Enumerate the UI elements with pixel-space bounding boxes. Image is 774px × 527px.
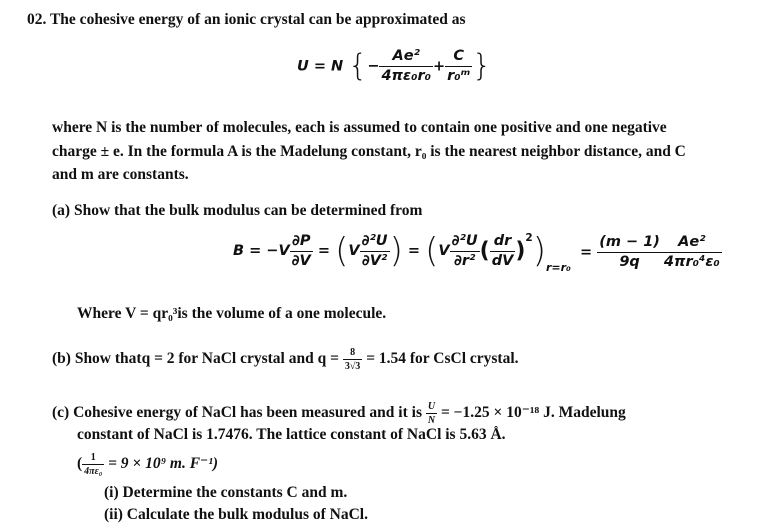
para-line-3: and m are constants.: [52, 166, 189, 183]
sub-question-ii: (ii) Calculate the bulk modulus of NaCl.: [104, 506, 368, 523]
part-b-post: = 1.54 for CsCl crystal.: [366, 350, 519, 368]
b-dv2: ∂V²: [361, 252, 388, 269]
sub-question-i: (i) Determine the constants C and m.: [104, 484, 348, 501]
b-dp: ∂P: [291, 232, 311, 249]
permittivity-constant: [77, 452, 218, 477]
b-rhs-den2: 4πr₀⁴ε₀: [663, 254, 720, 270]
eq-term1-num: Ae²: [392, 48, 420, 64]
part-c-line: [52, 401, 626, 426]
bulk-modulus-rhs: [580, 234, 722, 271]
para-line-2: charge ± e. In the formula A is the Madelung constant, r₀ is the nearest neighbor distance, and C: [52, 143, 686, 160]
b-rhs-den1: 9q: [619, 254, 640, 270]
part-b-frac-den: 3√3: [344, 361, 361, 372]
b-dr2: ∂r²: [453, 252, 476, 269]
bulk-modulus-equation: B = −V $\frac{\partial P}{\partial V}$ = (V $\frac{\text{∂²U}}{\text{∂V²}}$ ) = (V $\frac{\text{∂²U}}{\text{∂r²}}$ ( $\frac{dr}{dV}$ )$^2)_{r=r_0}$: [233, 231, 571, 274]
eq-term1-den: 4πε₀r₀: [381, 68, 431, 84]
b-rhs-num1: (m − 1): [599, 234, 660, 250]
question-title: 02. The cohesive energy of an ionic crystal can be approximated as: [27, 11, 466, 28]
b-lhs: B = −V: [233, 243, 290, 259]
b-eq2: =: [407, 243, 421, 259]
part-a-text: (a) Show that the bulk modulus can be determined from: [52, 202, 423, 219]
eq-term2-num: C: [453, 48, 464, 64]
where-v-text: Where V = qr₀³is the volume of a one molecule.: [77, 305, 387, 322]
b-dv: ∂V: [291, 252, 311, 269]
eq-term2-den: r₀ᵐ: [447, 68, 471, 84]
part-c-line-2: constant of NaCl is 1.7476. The lattice constant of NaCl is 5.63 Å.: [77, 426, 506, 443]
eq-lhs: U = N: [297, 58, 344, 75]
b-rhs-num2: Ae²: [678, 234, 706, 250]
part-b-line: [52, 347, 519, 372]
part-b-frac-num: 8: [350, 347, 356, 358]
b-eq1: =: [317, 243, 330, 259]
const-post: = 9 × 10⁹ m. F⁻¹): [108, 455, 219, 473]
b-dv-small: dV: [491, 252, 514, 269]
b-sub: r=r₀: [545, 261, 571, 274]
b-rhs-eq: =: [580, 244, 593, 261]
eq-plus: +: [432, 58, 446, 75]
b-dr: dr: [493, 232, 512, 249]
const-frac-num: 1: [90, 452, 96, 463]
const-open: (: [77, 455, 83, 473]
part-c-post: = −1.25 × 10⁻¹⁸ J. Madelung: [440, 404, 626, 422]
part-c-frac-den: N: [427, 415, 436, 426]
para-line-1: where N is the number of molecules, each is assumed to contain one positive and one negative: [52, 119, 667, 136]
part-b-pre: (b) Show thatq = 2 for NaCl crystal and q =: [52, 350, 339, 368]
part-c-pre: (c) Cohesive energy of NaCl has been measured and it is: [52, 404, 422, 422]
b-d2u: ∂²U: [361, 232, 388, 249]
part-c-frac-num: U: [427, 401, 436, 412]
const-frac-den: 4πε₀: [84, 466, 103, 477]
cohesive-energy-equation: U = N {− $\frac{\text{Ae²}}{\text{4πε₀r₀}}$ + $\frac{C}{\text{r₀ᵐ}}$ }: [297, 48, 492, 84]
b-d2u-r: ∂²U: [451, 232, 478, 249]
